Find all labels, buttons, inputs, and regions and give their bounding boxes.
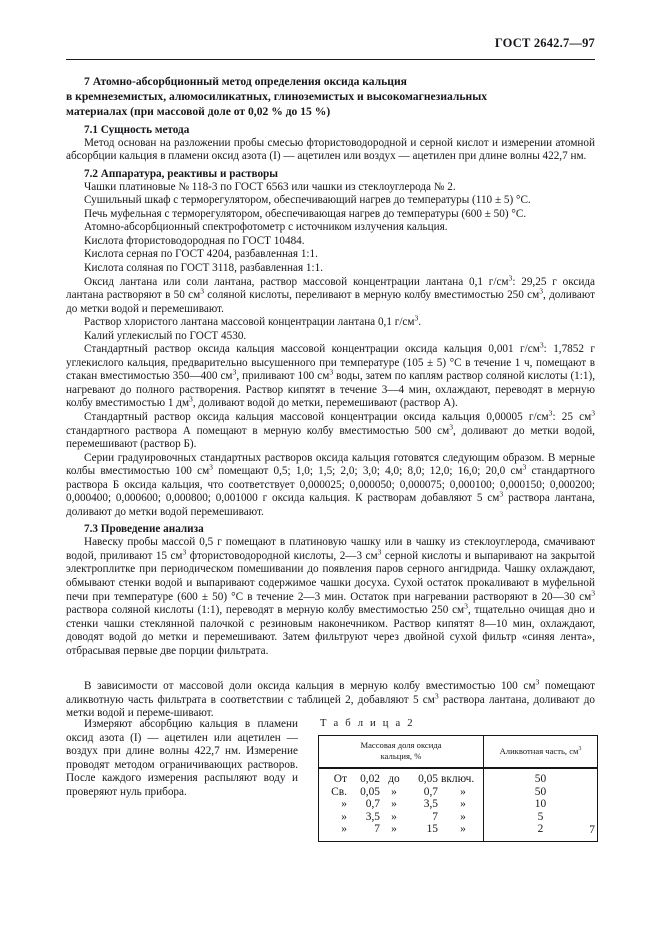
range-to: 3,5 — [423, 798, 438, 811]
range-prefix: » — [341, 810, 347, 823]
header-line-1: Массовая доля оксида — [360, 740, 442, 750]
calibration-series-paragraph: Серии градуировочных стандартных растворов оксида кальция готовятся следующим образом. В мерные колбы вместимостью 100 $см^3$ помещают 0,5; 1,0; 1,5; 2,0; 3,0; 4,0; 8,0; 12,0; 16,0; 20,0 $см^3$ стандартного раствора Б оксида кальция, что соответствует 0,000025; 0,000050; 0,000075; 0,000100; 0,000150; 0,000200; 0,000400; 0,000600; 0,000800; 0,001000 г оксида кальция. К растворам добавляют 5 $см^3$ раствора лантана, доливают до метки водой перемешивают. — [66, 451, 595, 518]
section-title — [66, 74, 595, 120]
range-row — [319, 773, 483, 786]
lanthanum-oxide-paragraph: Оксид лантана или соли лантана, раствор массовой концентрации лантана 0,1 $г/см^3$: 29,25 г оксида лантана растворяют в 50 $см^3$ соляной кислоты, переливают в мерную колбу вместимостью 250 $см^3$, доливают до метки водой и перемешивают. — [66, 272, 595, 315]
mass-fraction-cell — [319, 768, 484, 841]
range-from: 7 — [374, 823, 380, 836]
range-to: 0,7 — [423, 785, 438, 798]
range-row — [319, 786, 483, 799]
header-divider — [66, 59, 595, 60]
range-suffix: » — [460, 785, 466, 798]
document-body — [66, 74, 595, 658]
range-row — [319, 811, 483, 824]
range-prefix: » — [341, 823, 347, 836]
range-mid: до — [388, 773, 400, 785]
aliquot-value: 2 — [537, 823, 544, 836]
aliquot-value: 50 — [534, 785, 547, 798]
table-2 — [318, 735, 598, 842]
range-to: 0,05 — [418, 773, 438, 785]
range-prefix: От — [333, 773, 347, 785]
range-from: 0,7 — [365, 798, 380, 811]
potassium-carbonate-item: Калий углекислый по ГОСТ 4530. — [84, 329, 247, 342]
range-to: 15 — [426, 823, 438, 836]
range-suffix: » — [460, 798, 466, 811]
reagent-item: Печь муфельная с терморегулятором, обеспечивающая нагрев до температуры (600 ± 50) °С. — [84, 207, 527, 220]
header-aliquot-superscript: 3 — [578, 745, 582, 752]
subsection-7-1-paragraph: Метод основан на разложении пробы смесью фтористоводородной и серной кислот и измерении атомной абсорбции кальция в пламени оксид азота (I) — ацетилен или воздух — ацетилен при длине волны 422,7 нм. — [66, 136, 595, 163]
subsection-heading-7-1: 7.1 Сущность метода — [84, 123, 190, 136]
reagent-item: Сушильный шкаф с терморегулятором, обеспечивающий нагрев до температуры (110 ± 5) °С. — [84, 194, 531, 207]
table-header-aliquot — [484, 736, 598, 769]
reagent-item: Кислота соляная по ГОСТ 3118, разбавленная 1:1. — [84, 261, 323, 274]
table-body-row — [319, 768, 598, 841]
range-mid: » — [391, 785, 397, 798]
page-number: 7 — [589, 824, 595, 836]
range-suffix: » — [460, 810, 466, 823]
lanthanum-chloride-item: Раствор хлористого лантана массовой концентрации лантана 0,1 $г/см^3$. — [84, 313, 422, 329]
standard-solution-b-paragraph: Стандартный раствор оксида кальция массовой концентрации оксида кальция 0,00005 $г/см^3$: 25 $см^3$ стандартного раствора А помещают в мерную колбу вместимостью 500 $см^3$, доливают до метки водой, перемешивают (раствор Б). — [66, 408, 595, 451]
range-from: 0,05 — [360, 785, 380, 798]
procedure-paragraph-2: В зависимости от массовой доли оксида кальция в мерную колбу вместимостью 100 $см^3$ помещают аликвотную часть фильтрата в соответствии с таблицей 2, добавляют 5 $см^3$ раствора лантана, доливают до метки водой и переме-шивают. — [66, 677, 595, 720]
standard-number: ГОСТ 2642.7—97 — [494, 36, 595, 50]
aliquot-value: 10 — [534, 798, 547, 811]
table-column — [318, 718, 595, 842]
left-text-column — [66, 718, 298, 800]
range-prefix: Св. — [331, 785, 347, 798]
range-from: 3,5 — [365, 810, 380, 823]
standard-solution-a-paragraph: Стандартный раствор оксида кальция массовой концентрации оксида кальция 0,001 $г/см^3$: 1,7852 г углекислого кальция, предварительно высушенного при температуре (105 ± 5) °С в течение 1 ч, помещают в стакан вместимостью 350—400 $см^3$, приливают 100 $см^3$ воды, затем по каплям раствор соляной кислоты (1:1), нагревают до полного растворения. Раствор кипятят в течение 3—4 мин, охлаждают, переводят в мерную колбу вместимостью 1 $дм^3$, доливают водой до метки, перемешивают (раствор А). — [66, 340, 596, 410]
range-to: 7 — [432, 810, 438, 823]
range-suffix: » — [460, 823, 466, 836]
reagent-item: Чашки платиновые № 118-3 по ГОСТ 6563 или чашки из стеклоуглерода № 2. — [84, 180, 456, 193]
section-title-line-2: в кремнеземистых, алюмосиликатных, глиноземистых и высокомагнезиальных — [66, 90, 488, 104]
reagent-item: Кислота фтористоводородная по ГОСТ 10484. — [84, 234, 305, 247]
subsection-heading-7-3: 7.3 Проведение анализа — [84, 523, 204, 536]
table-header-row — [319, 736, 598, 769]
reagent-item: Атомно-абсорбционный спектрофотометр с источником излучения кальция. — [84, 221, 448, 234]
header-line-2: кальция, % — [380, 751, 422, 761]
subsection-heading-7-2: 7.2 Аппаратура, реактивы и растворы — [84, 167, 278, 180]
range-mid: » — [391, 798, 397, 811]
aliquot-value: 50 — [534, 773, 547, 785]
table-header-mass-fraction — [319, 736, 484, 769]
range-suffix: включ. — [441, 773, 475, 785]
range-row — [319, 823, 483, 836]
range-prefix: » — [341, 798, 347, 811]
range-mid: » — [391, 823, 397, 836]
page-header — [66, 36, 595, 51]
aliquot-value: 5 — [537, 810, 544, 823]
section-title-line-3: материалах (при массовой доле от 0,02 % до 15 %) — [66, 105, 331, 119]
aliquot-cell — [484, 768, 598, 841]
header-aliquot-text: Аликвотная часть, см — [499, 745, 579, 756]
range-from: 0,02 — [360, 773, 380, 785]
table-caption: Т а б л и ц а 2 — [320, 718, 415, 729]
procedure-paragraph-2-wrap — [66, 677, 595, 721]
procedure-paragraph-3: Измеряют абсорбцию кальция в пламени оксид азота (I) — ацетилен или ацетилен — воздух при длине волны 422,7 нм. Измерение проводят методом ограничивающих растворов. После каждого измерения распыляют воду и проверяют нуль прибора. — [66, 718, 298, 798]
procedure-paragraph-1: Навеску пробы массой 0,5 г помещают в платиновую чашку или в чашку из стеклоуглерода, смачивают водой, приливают 15 $см^3$ фтористоводородной кислоты, 2—3 $см^3$ серной кислоты и выпаривают на закрытой электроплитке при периодическом помешивании до появления паров серного ангидрида. Чашку охлаждают, обмывают стенки водой и выпаривают содержимое чашки досуха. Сухой остаток прокаливают в муфельной печи при температуре (600 ± 50) °С в течение 2—3 мин. Остаток при нагревании растворяют в 20—30 $см^3$ раствора соляной кислоты (1:1), переводят в мерную колбу вместимостью 250 $см^3$, тщательно очищая дно и стенки чашки стеклянной палочкой с резиновым наконечником. Раствор кипятят 8—10 мин, охлаждают, доводят водой до метки и перемешивают. Затем фильтруют через двойной сухой фильтр «синяя лента», отбрасывая первые две порции фильтрата. — [66, 536, 595, 657]
range-row — [319, 798, 483, 811]
reagent-item: Кислота серная по ГОСТ 4204, разбавленная 1:1. — [84, 248, 318, 261]
range-mid: » — [391, 810, 397, 823]
section-title-line-1: 7 Атомно-абсорбционный метод определения оксида кальция — [84, 75, 407, 88]
